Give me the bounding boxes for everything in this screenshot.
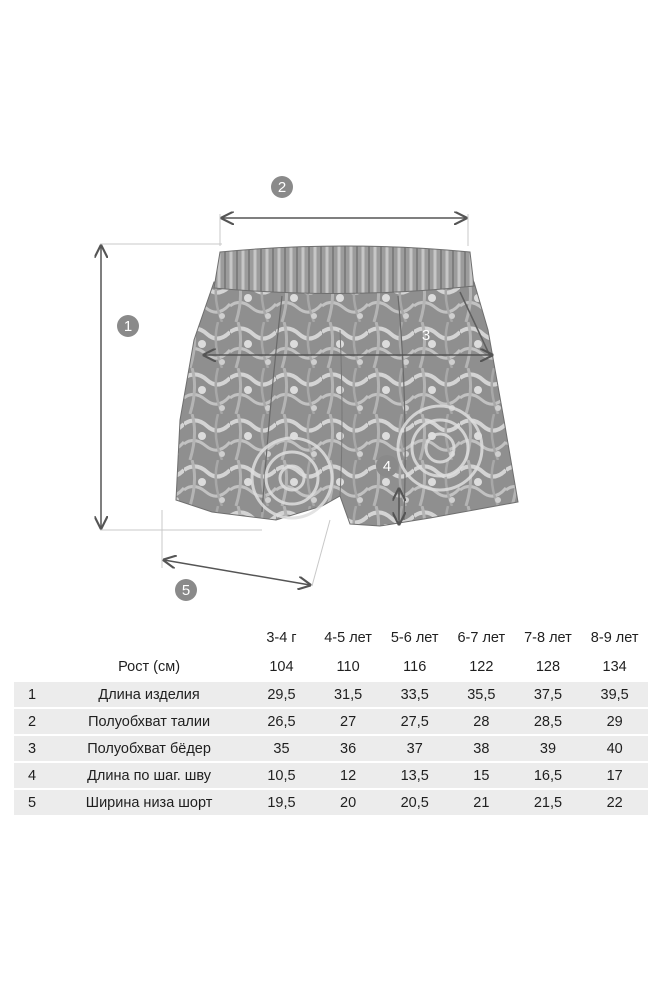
- table-cell: 35: [248, 736, 315, 763]
- table-row: [14, 682, 648, 709]
- row-name: Полуобхват бёдер: [50, 736, 248, 763]
- badge-2: [271, 176, 293, 198]
- badge-2-label: 2: [277, 179, 287, 196]
- table-row: [14, 763, 648, 790]
- row-name: Рост (см): [118, 659, 181, 675]
- table-cell: 39: [515, 736, 582, 763]
- table-cell: 13,5: [381, 763, 448, 790]
- size-header-cell: 6-7 лет: [457, 630, 506, 646]
- table-cell: 28: [448, 709, 515, 736]
- row-number: 2: [14, 709, 50, 736]
- badge-3-label: 3: [421, 327, 431, 344]
- table-cell: 33,5: [381, 682, 448, 709]
- table-cell: 21,5: [515, 790, 582, 817]
- size-header-cell: 4-5 лет: [324, 630, 372, 646]
- table-cell: 40: [581, 736, 648, 763]
- table-cell: 31,5: [315, 682, 382, 709]
- badge-4-label: 4: [382, 458, 392, 475]
- size-header-cell: 3-4 г: [266, 630, 297, 646]
- table-cell: 116: [403, 659, 427, 675]
- badge-3: [422, 327, 430, 344]
- table-row: [14, 790, 648, 817]
- badge-5: [175, 579, 197, 601]
- size-header-cell: 8-9 лет: [590, 630, 639, 646]
- table-cell: 27: [315, 709, 382, 736]
- table-cell: 28,5: [515, 709, 582, 736]
- table-cell: 122: [469, 659, 494, 675]
- table-row: [14, 736, 648, 763]
- table-cell: 16,5: [515, 763, 582, 790]
- table-cell: 27,5: [381, 709, 448, 736]
- table-cell: 19,5: [248, 790, 315, 817]
- size-chart-table: [14, 624, 648, 817]
- table-cell: 35,5: [448, 682, 515, 709]
- table-cell: 26,5: [248, 709, 315, 736]
- table-cell: 38: [448, 736, 515, 763]
- size-header-cell: 5-6 лет: [390, 630, 439, 646]
- badge-1-label: 1: [123, 318, 133, 335]
- row-number: 1: [14, 682, 50, 709]
- table-cell: 17: [581, 763, 648, 790]
- row-number: 3: [14, 736, 50, 763]
- table-cell: 134: [602, 659, 627, 675]
- table-cell: 110: [336, 659, 360, 675]
- table-cell: 15: [448, 763, 515, 790]
- table-cell: 36: [315, 736, 382, 763]
- row-name: Длина по шаг. шву: [50, 763, 248, 790]
- badge-1: [117, 315, 139, 337]
- row-name: Полуобхват талии: [50, 709, 248, 736]
- size-header-cell: 7-8 лет: [524, 630, 572, 646]
- row-number: 4: [14, 763, 50, 790]
- table-cell: 12: [315, 763, 382, 790]
- table-cell: 37,5: [515, 682, 582, 709]
- table-row: [14, 709, 648, 736]
- row-name: Ширина низа шорт: [50, 790, 248, 817]
- table-cell: 10,5: [248, 763, 315, 790]
- badge-4: [376, 455, 398, 477]
- height-row: [14, 652, 648, 682]
- row-number: 5: [14, 790, 50, 817]
- table-cell: 29: [581, 709, 648, 736]
- table-cell: 22: [581, 790, 648, 817]
- table-cell: 20: [315, 790, 382, 817]
- row-name: Длина изделия: [50, 682, 248, 709]
- table-cell: 21: [448, 790, 515, 817]
- table-cell: 39,5: [581, 682, 648, 709]
- table-cell: 104: [269, 659, 294, 675]
- table-cell: 128: [535, 659, 561, 675]
- table-cell: 37: [381, 736, 448, 763]
- badge-5-label: 5: [181, 582, 191, 599]
- table-cell: 29,5: [248, 682, 315, 709]
- table-cell: 20,5: [381, 790, 448, 817]
- shorts-image: [176, 246, 518, 526]
- size-header-row: [14, 624, 648, 652]
